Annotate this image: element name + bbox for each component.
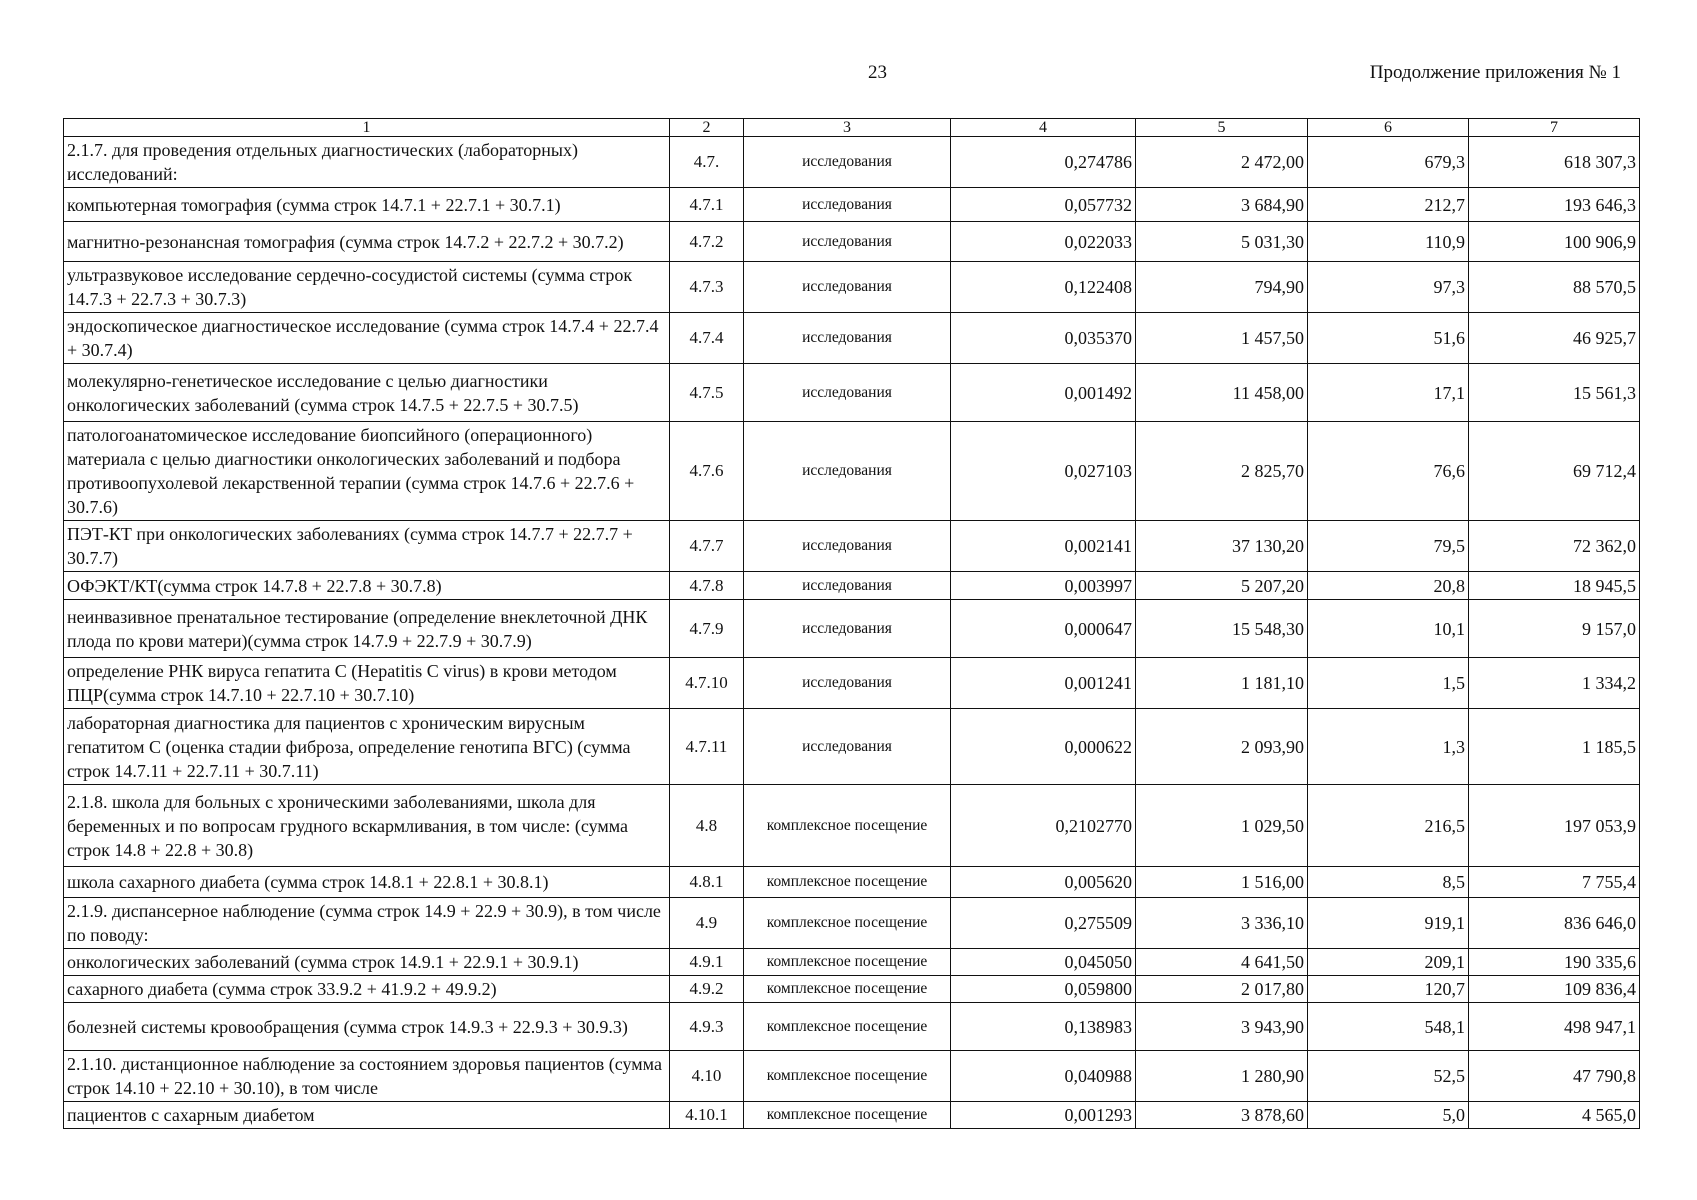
row-code: 4.7.3 xyxy=(670,262,744,313)
table-row xyxy=(64,949,1640,976)
row-code: 4.7.4 xyxy=(670,313,744,364)
value-col-4: 0,022033 xyxy=(951,222,1136,262)
value-col-5: 3 336,10 xyxy=(1136,898,1308,949)
table-row xyxy=(64,521,1640,572)
row-description: школа сахарного диабета (сумма строк 14.8.1 + 22.8.1 + 30.8.1) xyxy=(64,867,670,898)
column-number-row xyxy=(64,119,1640,137)
data-table xyxy=(63,118,1640,1129)
column-header: 6 xyxy=(1308,119,1469,137)
row-code: 4.7.6 xyxy=(670,422,744,521)
row-code: 4.7.1 xyxy=(670,188,744,222)
value-col-7: 618 307,3 xyxy=(1469,137,1640,188)
table-row xyxy=(64,1003,1640,1051)
value-col-5: 1 181,10 xyxy=(1136,658,1308,709)
value-col-7: 498 947,1 xyxy=(1469,1003,1640,1051)
table-row xyxy=(64,364,1640,422)
value-col-6: 216,5 xyxy=(1308,785,1469,867)
unit-of-measure: исследования xyxy=(744,313,951,364)
unit-of-measure: исследования xyxy=(744,222,951,262)
value-col-6: 52,5 xyxy=(1308,1051,1469,1102)
value-col-7: 9 157,0 xyxy=(1469,600,1640,658)
value-col-6: 548,1 xyxy=(1308,1003,1469,1051)
row-code: 4.8 xyxy=(670,785,744,867)
row-code: 4.7.2 xyxy=(670,222,744,262)
value-col-6: 8,5 xyxy=(1308,867,1469,898)
table-row xyxy=(64,262,1640,313)
page-number: 23 xyxy=(868,62,887,83)
unit-of-measure: исследования xyxy=(744,364,951,422)
unit-of-measure: комплексное посещение xyxy=(744,949,951,976)
value-col-4: 0,000622 xyxy=(951,709,1136,785)
row-code: 4.7.8 xyxy=(670,572,744,600)
value-col-5: 1 029,50 xyxy=(1136,785,1308,867)
value-col-4: 0,027103 xyxy=(951,422,1136,521)
unit-of-measure: исследования xyxy=(744,262,951,313)
value-col-7: 193 646,3 xyxy=(1469,188,1640,222)
value-col-4: 0,001492 xyxy=(951,364,1136,422)
value-col-7: 69 712,4 xyxy=(1469,422,1640,521)
row-description: ПЭТ-КТ при онкологических заболеваниях (сумма строк 14.7.7 + 22.7.7 + 30.7.7) xyxy=(64,521,670,572)
value-col-4: 0,275509 xyxy=(951,898,1136,949)
value-col-5: 1 457,50 xyxy=(1136,313,1308,364)
value-col-4: 0,059800 xyxy=(951,976,1136,1003)
value-col-5: 5 207,20 xyxy=(1136,572,1308,600)
value-col-6: 679,3 xyxy=(1308,137,1469,188)
value-col-7: 47 790,8 xyxy=(1469,1051,1640,1102)
table-row xyxy=(64,600,1640,658)
row-description: 2.1.7. для проведения отдельных диагностических (лабораторных) исследований: xyxy=(64,137,670,188)
value-col-6: 120,7 xyxy=(1308,976,1469,1003)
value-col-7: 4 565,0 xyxy=(1469,1102,1640,1129)
table-row xyxy=(64,572,1640,600)
row-code: 4.9.1 xyxy=(670,949,744,976)
row-code: 4.10 xyxy=(670,1051,744,1102)
value-col-7: 18 945,5 xyxy=(1469,572,1640,600)
row-description: 2.1.10. дистанционное наблюдение за состоянием здоровья пациентов (сумма строк 14.10 + 22.10 + 30.10), в том числе xyxy=(64,1051,670,1102)
unit-of-measure: комплексное посещение xyxy=(744,898,951,949)
row-code: 4.7.11 xyxy=(670,709,744,785)
row-code: 4.7.10 xyxy=(670,658,744,709)
unit-of-measure: комплексное посещение xyxy=(744,976,951,1003)
row-description: компьютерная томография (сумма строк 14.7.1 + 22.7.1 + 30.7.1) xyxy=(64,188,670,222)
value-col-6: 76,6 xyxy=(1308,422,1469,521)
value-col-7: 197 053,9 xyxy=(1469,785,1640,867)
column-header: 2 xyxy=(670,119,744,137)
column-header: 5 xyxy=(1136,119,1308,137)
value-col-6: 10,1 xyxy=(1308,600,1469,658)
table-row xyxy=(64,658,1640,709)
value-col-6: 20,8 xyxy=(1308,572,1469,600)
value-col-5: 2 472,00 xyxy=(1136,137,1308,188)
unit-of-measure: комплексное посещение xyxy=(744,785,951,867)
row-description: эндоскопическое диагностическое исследование (сумма строк 14.7.4 + 22.7.4 + 30.7.4) xyxy=(64,313,670,364)
row-description: магнитно-резонансная томография (сумма строк 14.7.2 + 22.7.2 + 30.7.2) xyxy=(64,222,670,262)
column-header: 1 xyxy=(64,119,670,137)
row-code: 4.9 xyxy=(670,898,744,949)
value-col-5: 4 641,50 xyxy=(1136,949,1308,976)
value-col-5: 3 943,90 xyxy=(1136,1003,1308,1051)
value-col-7: 836 646,0 xyxy=(1469,898,1640,949)
value-col-6: 212,7 xyxy=(1308,188,1469,222)
value-col-7: 100 906,9 xyxy=(1469,222,1640,262)
value-col-5: 794,90 xyxy=(1136,262,1308,313)
row-description: 2.1.8. школа для больных с хроническими заболеваниями, школа для беременных и по вопросам грудного вскармливания, в том числе: (сумма строк 14.8 + 22.8 + 30.8) xyxy=(64,785,670,867)
row-code: 4.9.2 xyxy=(670,976,744,1003)
table-row xyxy=(64,422,1640,521)
column-header: 3 xyxy=(744,119,951,137)
row-code: 4.10.1 xyxy=(670,1102,744,1129)
value-col-5: 2 017,80 xyxy=(1136,976,1308,1003)
value-col-4: 0,274786 xyxy=(951,137,1136,188)
value-col-7: 109 836,4 xyxy=(1469,976,1640,1003)
value-col-5: 3 684,90 xyxy=(1136,188,1308,222)
value-col-7: 7 755,4 xyxy=(1469,867,1640,898)
row-description: патологоанатомическое исследование биопсийного (операционного) материала с целью диагностики онкологических заболеваний и подбора противоопухолевой лекарственной терапии (сумма строк 14.7.6 + 22.7.6 + 30.7.6) xyxy=(64,422,670,521)
row-description: ОФЭКТ/КТ(сумма строк 14.7.8 + 22.7.8 + 30.7.8) xyxy=(64,572,670,600)
row-description: лабораторная диагностика для пациентов с хроническим вирусным гепатитом С (оценка стадии фиброза, определение генотипа ВГС) (сумма строк 14.7.11 + 22.7.11 + 30.7.11) xyxy=(64,709,670,785)
value-col-6: 919,1 xyxy=(1308,898,1469,949)
value-col-6: 97,3 xyxy=(1308,262,1469,313)
value-col-6: 5,0 xyxy=(1308,1102,1469,1129)
value-col-4: 0,045050 xyxy=(951,949,1136,976)
row-description: неинвазивное пренатальное тестирование (определение внеклеточной ДНК плода по крови матери)(сумма строк 14.7.9 + 22.7.9 + 30.7.9) xyxy=(64,600,670,658)
value-col-4: 0,138983 xyxy=(951,1003,1136,1051)
value-col-4: 0,040988 xyxy=(951,1051,1136,1102)
row-description: сахарного диабета (сумма строк 33.9.2 + 41.9.2 + 49.9.2) xyxy=(64,976,670,1003)
table-row xyxy=(64,785,1640,867)
unit-of-measure: исследования xyxy=(744,709,951,785)
table-row xyxy=(64,898,1640,949)
value-col-5: 11 458,00 xyxy=(1136,364,1308,422)
value-col-4: 0,002141 xyxy=(951,521,1136,572)
row-description: 2.1.9. диспансерное наблюдение (сумма строк 14.9 + 22.9 + 30.9), в том числе по поводу: xyxy=(64,898,670,949)
value-col-5: 5 031,30 xyxy=(1136,222,1308,262)
table-row xyxy=(64,313,1640,364)
value-col-7: 1 334,2 xyxy=(1469,658,1640,709)
row-description: молекулярно-генетическое исследование с целью диагностики онкологических заболеваний (сумма строк 14.7.5 + 22.7.5 + 30.7.5) xyxy=(64,364,670,422)
unit-of-measure: исследования xyxy=(744,188,951,222)
value-col-4: 0,000647 xyxy=(951,600,1136,658)
value-col-5: 2 825,70 xyxy=(1136,422,1308,521)
value-col-6: 51,6 xyxy=(1308,313,1469,364)
row-description: ультразвуковое исследование сердечно-сосудистой системы (сумма строк 14.7.3 + 22.7.3 + 30.7.3) xyxy=(64,262,670,313)
row-code: 4.9.3 xyxy=(670,1003,744,1051)
table-row xyxy=(64,137,1640,188)
value-col-7: 46 925,7 xyxy=(1469,313,1640,364)
column-header: 7 xyxy=(1469,119,1640,137)
unit-of-measure: комплексное посещение xyxy=(744,1003,951,1051)
row-description: пациентов с сахарным диабетом xyxy=(64,1102,670,1129)
value-col-7: 72 362,0 xyxy=(1469,521,1640,572)
value-col-6: 209,1 xyxy=(1308,949,1469,976)
value-col-7: 1 185,5 xyxy=(1469,709,1640,785)
value-col-4: 0,2102770 xyxy=(951,785,1136,867)
unit-of-measure: исследования xyxy=(744,137,951,188)
unit-of-measure: исследования xyxy=(744,572,951,600)
value-col-6: 17,1 xyxy=(1308,364,1469,422)
value-col-5: 1 280,90 xyxy=(1136,1051,1308,1102)
value-col-4: 0,003997 xyxy=(951,572,1136,600)
value-col-6: 1,3 xyxy=(1308,709,1469,785)
value-col-7: 88 570,5 xyxy=(1469,262,1640,313)
unit-of-measure: исследования xyxy=(744,422,951,521)
unit-of-measure: исследования xyxy=(744,521,951,572)
row-code: 4.7.5 xyxy=(670,364,744,422)
unit-of-measure: исследования xyxy=(744,658,951,709)
row-description: определение РНК вируса гепатита С (Hepatitis C virus) в крови методом ПЦР(сумма строк 14.7.10 + 22.7.10 + 30.7.10) xyxy=(64,658,670,709)
value-col-4: 0,122408 xyxy=(951,262,1136,313)
value-col-6: 110,9 xyxy=(1308,222,1469,262)
row-code: 4.8.1 xyxy=(670,867,744,898)
row-code: 4.7.7 xyxy=(670,521,744,572)
table-row xyxy=(64,222,1640,262)
value-col-5: 15 548,30 xyxy=(1136,600,1308,658)
value-col-5: 2 093,90 xyxy=(1136,709,1308,785)
value-col-4: 0,001241 xyxy=(951,658,1136,709)
value-col-4: 0,005620 xyxy=(951,867,1136,898)
value-col-7: 15 561,3 xyxy=(1469,364,1640,422)
table-row xyxy=(64,976,1640,1003)
value-col-4: 0,035370 xyxy=(951,313,1136,364)
value-col-5: 37 130,20 xyxy=(1136,521,1308,572)
table-row xyxy=(64,1051,1640,1102)
row-code: 4.7.9 xyxy=(670,600,744,658)
table-row xyxy=(64,709,1640,785)
row-code: 4.7. xyxy=(670,137,744,188)
table-row xyxy=(64,867,1640,898)
row-description: болезней системы кровообращения (сумма строк 14.9.3 + 22.9.3 + 30.9.3) xyxy=(64,1003,670,1051)
value-col-4: 0,001293 xyxy=(951,1102,1136,1129)
unit-of-measure: комплексное посещение xyxy=(744,1051,951,1102)
value-col-5: 1 516,00 xyxy=(1136,867,1308,898)
appendix-continuation-label: Продолжение приложения № 1 xyxy=(1369,62,1621,83)
table-row xyxy=(64,188,1640,222)
unit-of-measure: комплексное посещение xyxy=(744,1102,951,1129)
row-description: онкологических заболеваний (сумма строк 14.9.1 + 22.9.1 + 30.9.1) xyxy=(64,949,670,976)
value-col-7: 190 335,6 xyxy=(1469,949,1640,976)
value-col-5: 3 878,60 xyxy=(1136,1102,1308,1129)
unit-of-measure: исследования xyxy=(744,600,951,658)
value-col-6: 79,5 xyxy=(1308,521,1469,572)
value-col-6: 1,5 xyxy=(1308,658,1469,709)
unit-of-measure: комплексное посещение xyxy=(744,867,951,898)
value-col-4: 0,057732 xyxy=(951,188,1136,222)
column-header: 4 xyxy=(951,119,1136,137)
table-row xyxy=(64,1102,1640,1129)
